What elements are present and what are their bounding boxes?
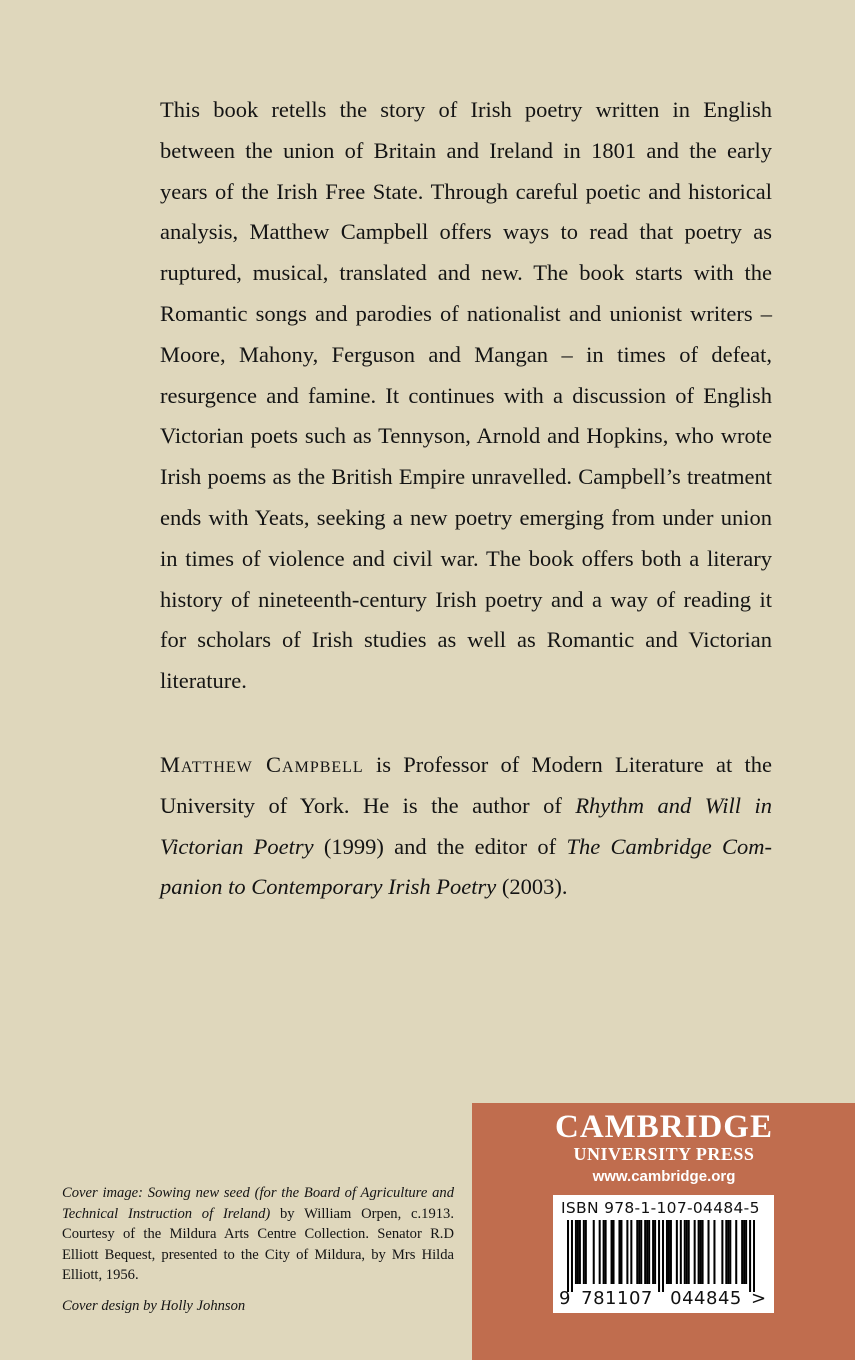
book-blurb: [160, 90, 772, 702]
barcode-bar: [577, 1220, 579, 1284]
barcode-bar: [611, 1220, 613, 1284]
barcode-bar: [644, 1220, 646, 1284]
barcode-bar: [749, 1220, 751, 1292]
barcode-bar: [618, 1220, 620, 1284]
cover-image-details: by William Orpen, c.1913. Courtesy of the Mildura Arts Centre Collection. Senator R.D Elliott Bequest, presented to the City of Mildura, by Mrs Hilda Elliott, 1956.: [62, 1205, 454, 1284]
barcode-bar: [620, 1220, 622, 1284]
barcode-bar: [721, 1220, 723, 1284]
barcode-bar: [725, 1220, 727, 1284]
publisher-panel: [472, 1103, 855, 1360]
barcode-bar: [702, 1220, 704, 1284]
barcode-bar: [652, 1220, 654, 1284]
barcode-bar: [662, 1220, 664, 1292]
barcode-bar: [593, 1220, 595, 1284]
isbn-digit-group-1: 781107: [581, 1288, 653, 1309]
bio-text-1: is Professor of Modern Literature at the University of York. He is the author of: [160, 752, 772, 818]
isbn-digits: [559, 1288, 765, 1309]
author-name: Matthew Campbell: [160, 752, 364, 777]
barcode-bar: [648, 1220, 650, 1284]
barcode-bar: [729, 1220, 731, 1284]
isbn-label: ISBN 978-1-107-04484-5: [561, 1199, 760, 1217]
cover-credits: [62, 1183, 454, 1317]
barcode-bar: [636, 1220, 638, 1284]
cover-design-credit: Cover design by Holly Johnson: [62, 1297, 246, 1314]
barcode-bar: [626, 1220, 628, 1284]
isbn-digit-group-2: 044845: [670, 1288, 742, 1309]
isbn-digit-end: >: [751, 1288, 767, 1309]
barcode-bar: [698, 1220, 700, 1284]
barcode-bar: [571, 1220, 573, 1292]
blurb-paragraph: This book retells the story of Irish poetry written in English between the union of Britain and Ireland in 1801 and the early years of the Irish Free State. Through careful poetic and historical analysis, Matthew Campbell offers ways to read that poetry as ruptured, musical, translated and new. The book starts with the Romantic songs and parodies of nationalist and unionist writers – Moore, Mahony, Ferguson and Mangan – in times of defeat, resurgence and famine. It continues with a discussion of English Victorian poets such as Tennyson, Arnold and Hopkins, who wrote Irish poems as the British Empire unravelled. Campbell’s treatment ends with Yeats, seeking a new poetry emerging from under union in times of violence and civil war. The book offers both a literary history of nineteenth-century Irish poetry and a way of reading it for scholars of Irish studies as well as Romantic and Victorian literature.: [160, 97, 772, 694]
barcode-bar: [605, 1220, 607, 1284]
barcode-bar: [630, 1220, 632, 1284]
cover-image-prefix: Cover image:: [62, 1185, 148, 1201]
barcode-bar: [579, 1220, 581, 1284]
barcode-bar: [646, 1220, 648, 1284]
barcode-bar: [658, 1220, 660, 1292]
barcode-bar: [713, 1220, 715, 1284]
isbn-barcode: [553, 1195, 774, 1313]
barcode-bar: [745, 1220, 747, 1284]
barcode-bar: [583, 1220, 585, 1284]
barcode-bar: [708, 1220, 710, 1284]
author-bio: [160, 745, 772, 908]
barcode-bar: [741, 1220, 743, 1284]
barcode-bar: [585, 1220, 587, 1284]
publisher-url: www.cambridge.org: [592, 1168, 736, 1185]
barcode-bar: [670, 1220, 672, 1284]
bio-text-3: (2003).: [496, 874, 568, 900]
isbn-digit-first: 9: [559, 1288, 571, 1309]
barcode-bar: [753, 1220, 755, 1292]
barcode-bar: [654, 1220, 656, 1284]
barcode-bar: [686, 1220, 688, 1284]
book-title-companion: The Cambridge Companion to Contemporary Irish Poetry: [160, 833, 772, 900]
barcode-bar: [638, 1220, 640, 1284]
author-bio-paragraph: [160, 745, 772, 908]
barcode-bar: [694, 1220, 696, 1284]
cover-image-title: Sowing new seed (for the Board of Agriculture and Technical Instruction of Ireland): [62, 1185, 454, 1222]
barcode-bar: [599, 1220, 601, 1284]
bio-text-2: (1999) and the editor of: [313, 833, 567, 859]
barcode-bar: [613, 1220, 615, 1284]
barcode-bars: [567, 1220, 755, 1292]
publisher-logo-subtitle: UNIVERSITY PRESS: [573, 1144, 755, 1164]
barcode-bar: [684, 1220, 686, 1284]
cover-image-credit: [62, 1183, 454, 1286]
barcode-bar: [727, 1220, 729, 1284]
barcode-bar: [668, 1220, 670, 1284]
barcode-bar: [640, 1220, 642, 1284]
barcode-bar: [567, 1220, 569, 1292]
barcode-bar: [680, 1220, 682, 1284]
publisher-logo-name: CAMBRIDGE: [554, 1109, 773, 1145]
barcode-bar: [575, 1220, 577, 1284]
barcode-bar: [676, 1220, 678, 1284]
barcode-bar: [603, 1220, 605, 1284]
barcode-bar: [743, 1220, 745, 1284]
barcode-bar: [735, 1220, 737, 1284]
barcode-bar: [688, 1220, 690, 1284]
book-title-rhythm: Rhythm and Will in Victorian Poetry: [160, 792, 772, 859]
barcode-bar: [700, 1220, 702, 1284]
barcode-bar: [666, 1220, 668, 1284]
